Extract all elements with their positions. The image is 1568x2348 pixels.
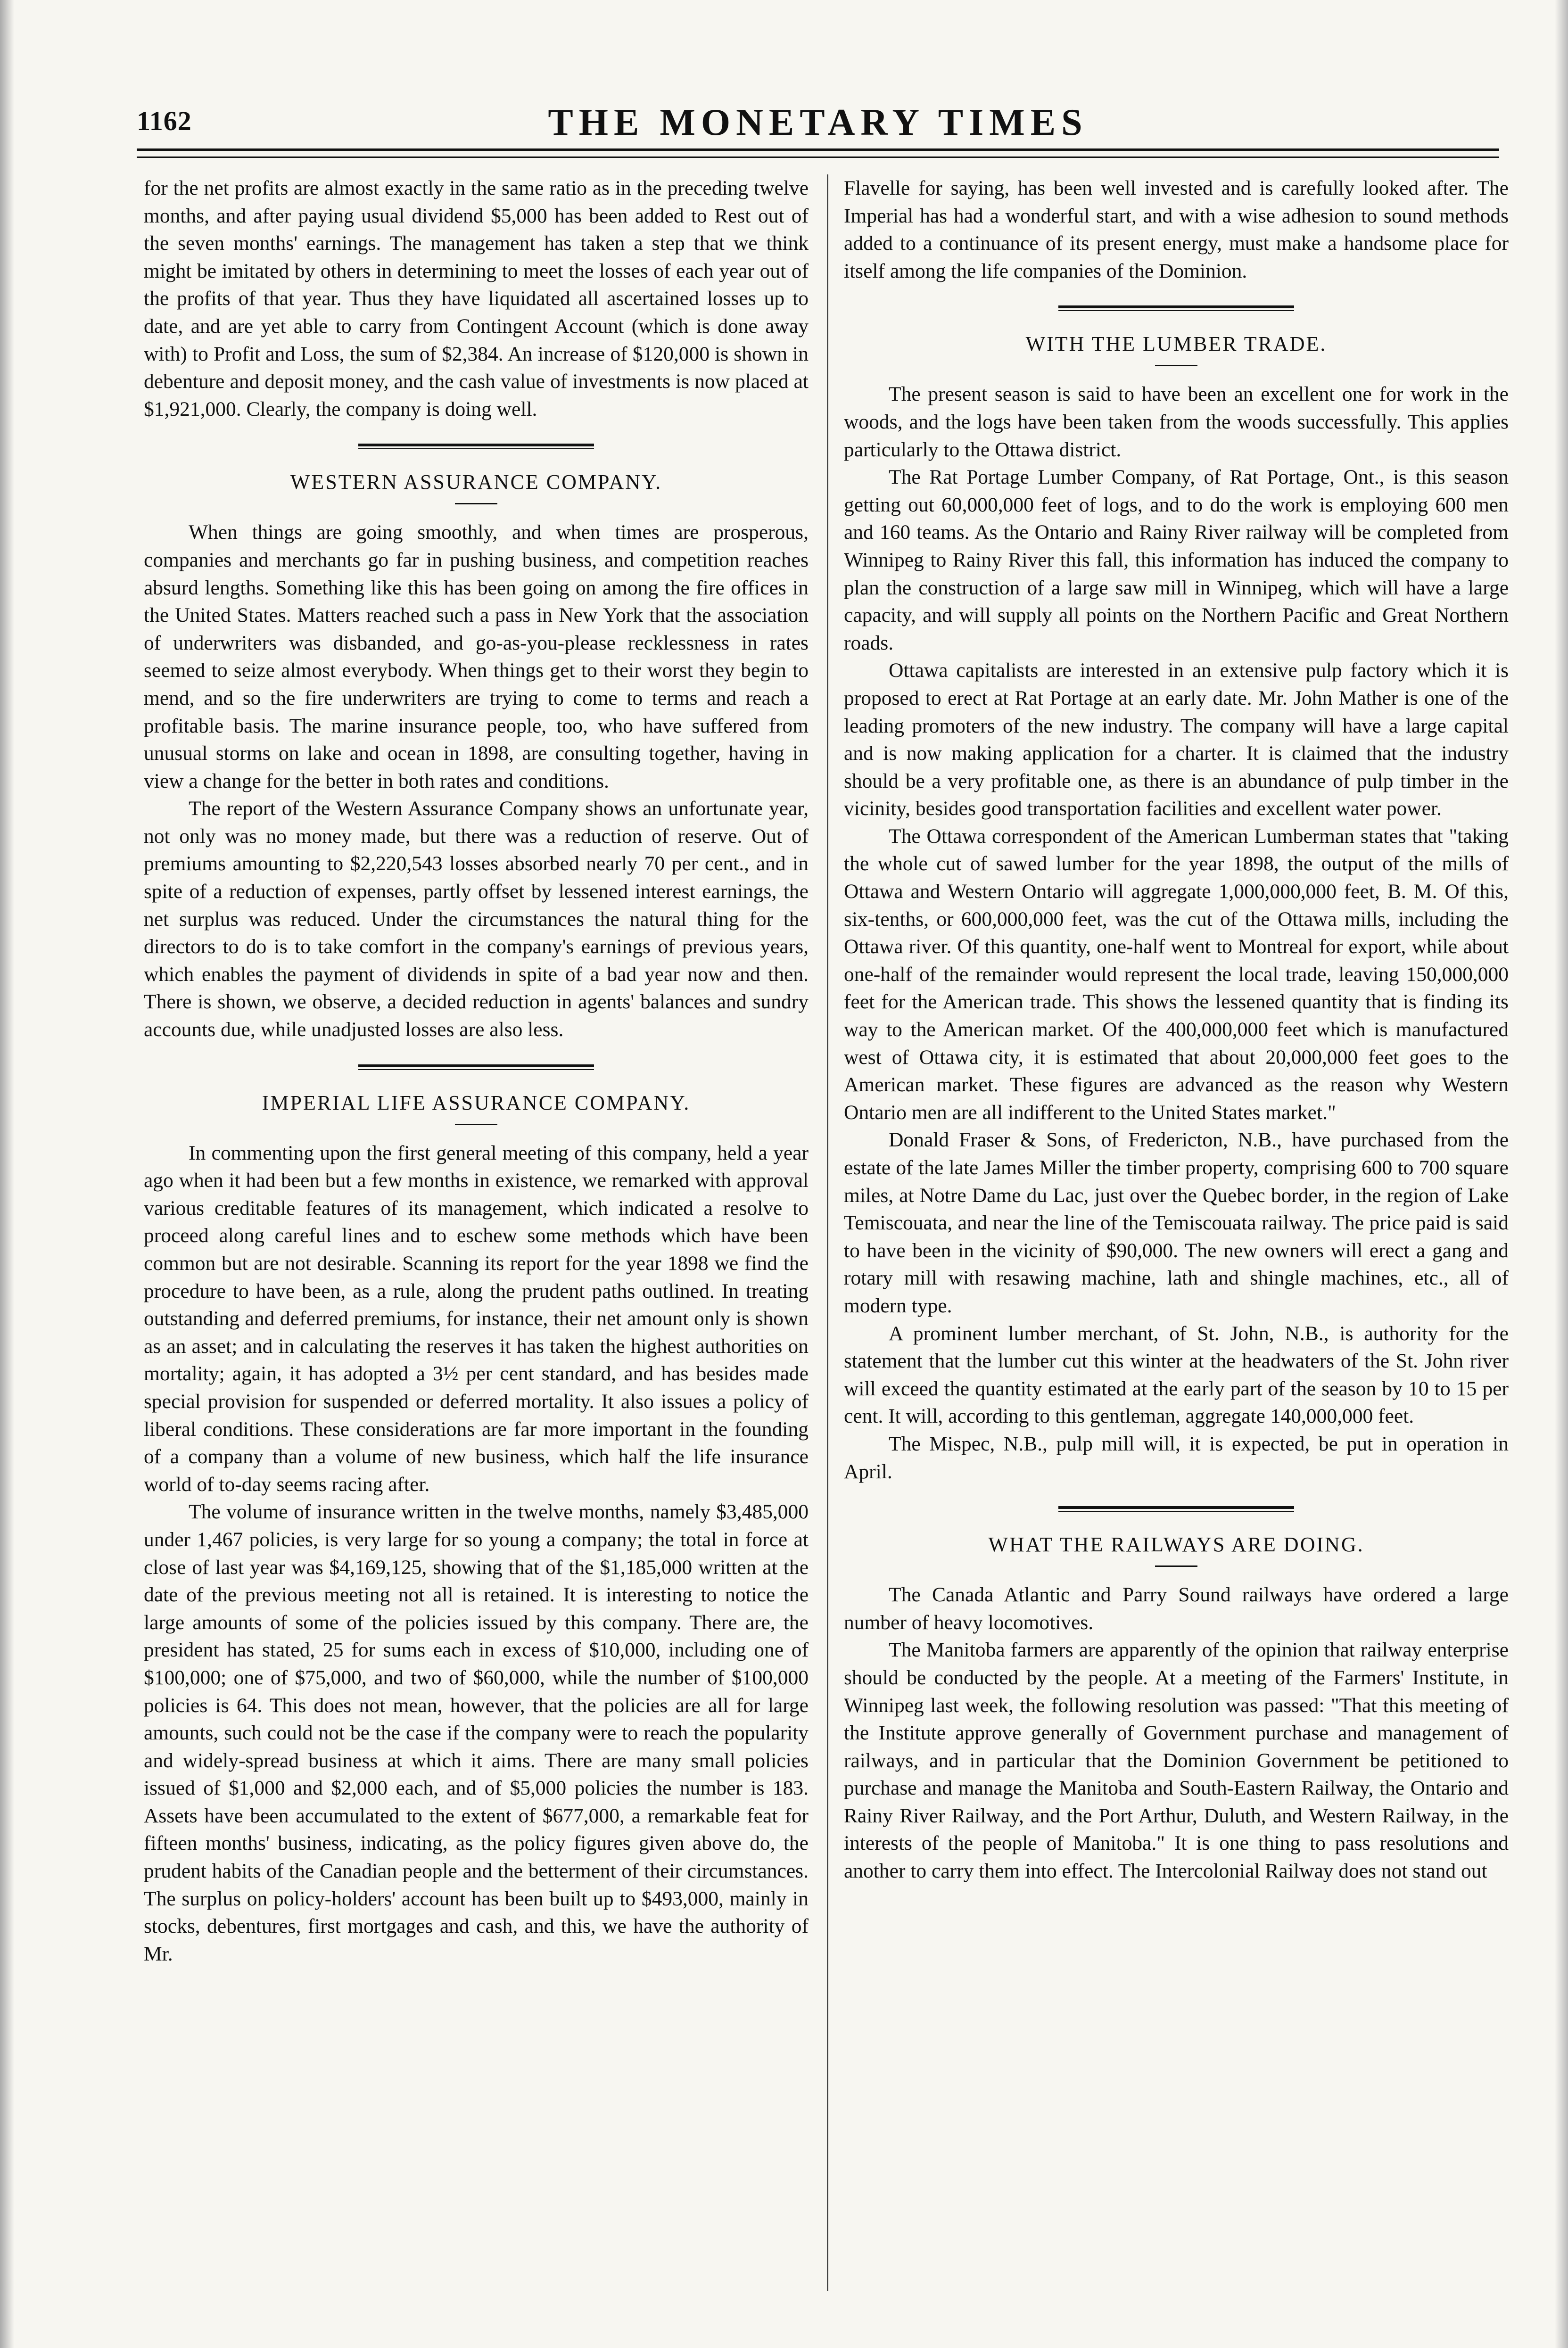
section-rule xyxy=(1058,1506,1294,1512)
article-paragraph: The present season is said to have been an excellent one for work in the woods, and the logs have been taken from the woods successfully. This applies particularly to the Ottawa district. xyxy=(844,383,1509,461)
heading-underline xyxy=(455,503,497,504)
scan-edge-right xyxy=(1555,0,1568,2348)
heading-underline xyxy=(455,1124,497,1125)
article-paragraph: The Mispec, N.B., pulp mill will, it is expected, be put in operation in April. xyxy=(844,1432,1509,1483)
heading-underline xyxy=(1155,365,1197,366)
section-rule xyxy=(358,444,594,449)
continued-paragraph: Flavelle for saying, has been well invested and is carefully looked after. The Imperial has had a wonderful start, and with a wise adhesion to sound methods added to a continuance of its present energy, must make a handsome place for itself among the life companies of the Dominion. xyxy=(844,177,1509,282)
page-header xyxy=(137,101,1499,146)
heading-underline xyxy=(1155,1565,1197,1567)
heading-railways: WHAT THE RAILWAYS ARE DOING. xyxy=(988,1533,1364,1557)
article-paragraph: When things are going smoothly, and when times are prosperous, companies and merchants go far in pushing business, and competition reaches absurd lengths. Something like this has been going on among the fire offices in the United States. Matters reached such a pass in New York that the association of underwriters was disbanded, and go-as-you-please recklessness in rates seemed to seize almost everybody. When things get to their worst they begin to mend, and so the fire underwriters are trying to come to terms and reach a profitable basis. The marine insurance people, too, who have suffered from unusual storms on lake and ocean in 1898, are consulting together, having in view a change for the better in both rates and conditions. xyxy=(144,521,809,792)
article-paragraph: The report of the Western Assurance Company shows an unfortunate year, not only was no money made, but there was a reduction of reserve. Out of premiums amounting to $2,220,543 losses absorbed nearly 70 per cent., and in spite of a reduction of expenses, partly offset by lessened interest earnings, the net surplus was reduced. Under the circumstances the natural thing for the directors to do is to take comfort in the company's earnings of previous years, which enables the payment of dividends in spite of a bad year now and then. There is shown, we observe, a decided reduction in agents' balances and sundry accounts due, while unadjusted losses are also less. xyxy=(144,797,809,1041)
scan-edge-left xyxy=(0,0,14,2348)
article-paragraph: A prominent lumber merchant, of St. John, N.B., is authority for the statement that the lumber cut this winter at the headwaters of the St. John river will exceed the quantity estimated at the early part of the season by 10 to 15 per cent. It will, according to this gentleman, aggregate 140,000,000 feet. xyxy=(844,1322,1509,1428)
article-paragraph: Donald Fraser & Sons, of Fredericton, N.B., have purchased from the estate of the late James Miller the timber property, comprising 600 to 700 square miles, at Notre Dame du Lac, just over the Quebec border, in the region of Lake Temiscouata, and near the line of the Temiscouata railway. The price paid is said to have been in the vicinity of $90,000. The new owners will erect a gang and rotary mill with resawing machine, lath and shingle machines, etc., all of modern type. xyxy=(844,1129,1509,1317)
article-paragraph: The Rat Portage Lumber Company, of Rat Portage, Ont., is this season getting out 60,000,000 feet of logs, and to do the work is employing 600 men and 160 teams. As the Ontario and Rainy River railway will be completed from Winnipeg to Rainy River this fall, this information has induced the company to plan the construction of a large saw mill in Winnipeg, which will have a large capacity, and will supply all points on the Northern Pacific and Great Northern roads. xyxy=(844,466,1509,654)
article-paragraph: The Canada Atlantic and Parry Sound railways have ordered a large number of heavy locomotives. xyxy=(844,1583,1509,1634)
page-number: 1162 xyxy=(137,106,192,136)
article-paragraph: The volume of insurance written in the twelve months, namely $3,485,000 under 1,467 policies, is very large for so young a company; the total in force at close of last year was $4,169,125, showing that of the $1,185,000 written at the date of the previous meeting not all is retained. It is interesting to notice the large amounts of some of the policies issued by this company. There are, the president has stated, 25 for sums each in excess of $10,000, including one of $100,000; one of $75,000, and two of $60,000, while the number of $100,000 policies is 64. This does not mean, however, that the policies are all for large amounts, such could not be the case if the company were to reach the popularity and widely-spread business at which it aims. There are many small policies issued of $1,000 and $2,000 each, and of $5,000 policies the number is 183. Assets have been accumulated to the extent of $677,000, a remarkable feat for fifteen months' business, indicating, as the policy figures given above do, the prudent habits of the Canadian people and the betterment of their circumstances. The surplus on policy-holders' account has been built up to $493,000, mainly in stocks, debentures, first mortgages and cash, and this, we have the authority of Mr. xyxy=(144,1500,809,1965)
section-rule xyxy=(358,1064,594,1070)
article-paragraph: In commenting upon the first general meeting of this company, held a year ago when it had been but a few months in existence, we remarked with approval various creditable features of its management, which indicated a resolve to proceed along careful lines and to eschew some methods which have been common but are not desirable. Scanning its report for the year 1898 we find the procedure to have been, as a rule, along the prudent paths outlined. In treating outstanding and deferred premiums, for instance, their net amount only is shown as an asset; and in calculating the reserves it has taken the highest authorities on mortality; again, it has adopted a 3½ per cent standard, and has besides made special provision for suspended or deferred mortality. It also issues a policy of liberal conditions. These considerations are far more important in the founding of a company than a volume of new business, which half the life insurance world of to-day seems racing after. xyxy=(144,1141,809,1496)
left-column xyxy=(144,174,809,1968)
heading-western-assurance: WESTERN ASSURANCE COMPANY. xyxy=(290,470,662,494)
heading-lumber-trade: WITH THE LUMBER TRADE. xyxy=(1025,332,1327,356)
masthead-title: THE MONETARY TIMES xyxy=(548,102,1088,143)
column-divider xyxy=(827,174,828,2291)
header-rule xyxy=(137,148,1499,151)
section-rule xyxy=(1058,305,1294,311)
article-paragraph: Ottawa capitalists are interested in an extensive pulp factory which it is proposed to erect at Rat Portage at an early date. Mr. John Mather is one of the leading promoters of the new industry. The company will have a large capital and is now making application for a charter. It is claimed that the industry should be a very profitable one, as there is an abundance of pulp timber in the vicinity, besides good transportation facilities and excellent water power. xyxy=(844,659,1509,820)
continued-paragraph: for the net profits are almost exactly in the same ratio as in the preceding twelve months, and after paying usual dividend $5,000 has been added to Rest out of the seven months' earnings. The management has taken a step that we think might be imitated by others in determining to meet the losses of each year out of the profits of that year. Thus they have liquidated all ascertained losses up to date, and are yet able to carry from Contingent Account (which is done away with) to Profit and Loss, the sum of $2,384. An increase of $120,000 is shown in debenture and deposit money, and the cash value of investments is now placed at $1,921,000. Clearly, the company is doing well. xyxy=(144,177,809,420)
heading-imperial-life: IMPERIAL LIFE ASSURANCE COMPANY. xyxy=(262,1091,691,1114)
article-paragraph: The Ottawa correspondent of the American Lumberman states that "taking the whole cut of sawed lumber for the year 1898, the output of the mills of Ottawa and Western Ontario will aggregate 1,000,000,000 feet, B. M. Of this, six-tenths, or 600,000,000 feet, was the cut of the Ottawa mills, including the Ottawa river. Of this quantity, one-half went to Montreal for export, while about one-half of the remainder would represent the local trade, leaving 150,000,000 feet for the American trade. This shows the lessened quantity that is finding its way to the American market. Of the 400,000,000 feet which is manufactured west of Ottawa city, it is estimated that about 20,000,000 feet goes to the American market. These figures are advanced as the reason why Western Ontario men are all indifferent to the United States market." xyxy=(844,824,1509,1124)
right-column xyxy=(844,174,1509,1885)
article-paragraph: The Manitoba farmers are apparently of the opinion that railway enterprise should be conducted by the people. At a meeting of the Farmers' Institute, in Winnipeg last week, the following resolution was passed: "That this meeting of the Institute approve generally of Government purchase and management of railways, and in particular that the Dominion Government be petitioned to purchase and manage the Manitoba and South-Eastern Railway, the Ontario and Rainy River Railway, and the Port Arthur, Duluth, and Western Railway, in the interests of the people of Manitoba." It is one thing to pass resolutions and another to carry them into effect. The Intercolonial Railway does not stand out xyxy=(844,1639,1509,1883)
header-rule-thin xyxy=(137,157,1499,158)
